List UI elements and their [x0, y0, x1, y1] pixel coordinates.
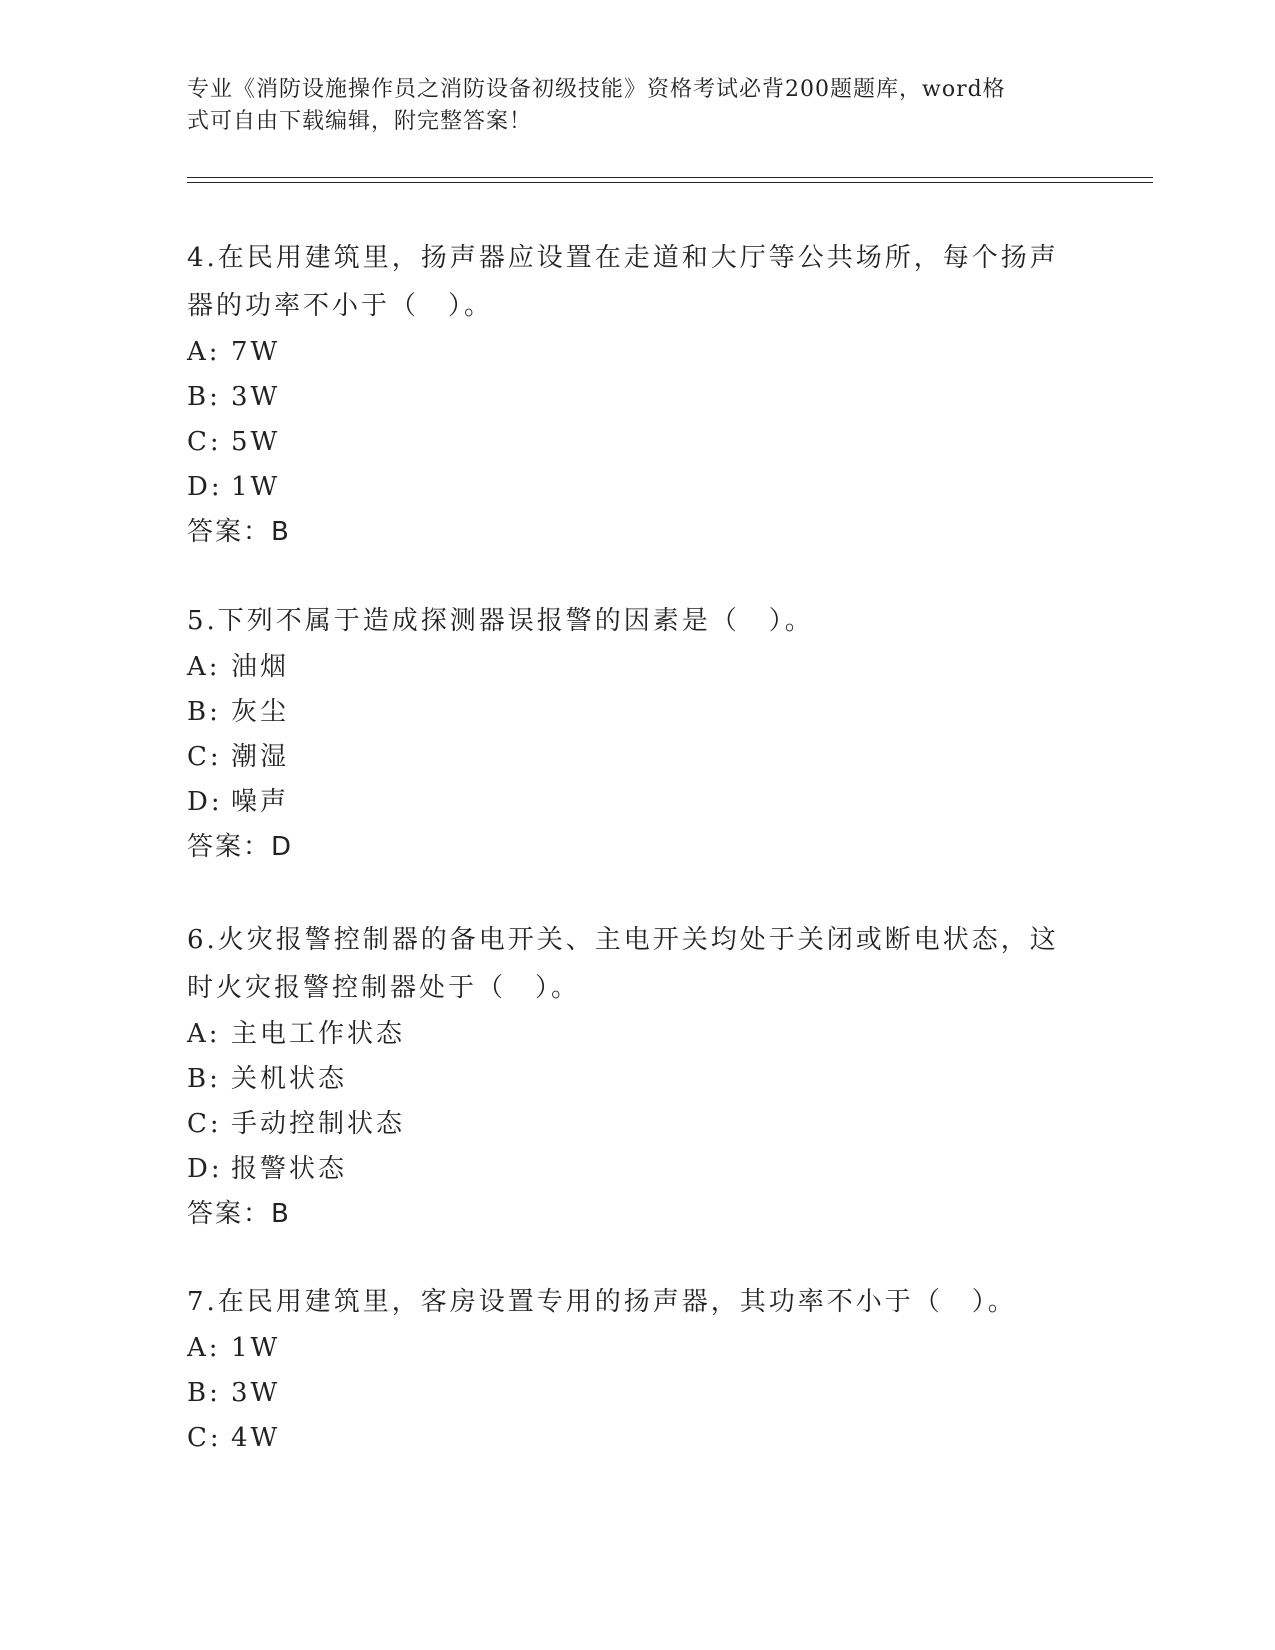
question-text: 6.火灾报警控制器的备电开关、主电开关均处于关闭或断电状态，这时火灾报警控制器处于（ ）。 [187, 925, 1059, 1003]
option-text: 手动控制状态 [231, 1109, 406, 1139]
question-4 [187, 234, 1067, 555]
answer-line: 答案：B [187, 1199, 291, 1229]
header-divider-top [187, 177, 1153, 178]
option-a [187, 1326, 1067, 1371]
option-letter: B: [187, 1378, 221, 1408]
question-text: 7.在民用建筑里，客房设置专用的扬声器，其功率不小于（ ）。 [187, 1287, 1017, 1317]
option-text: 3W [231, 382, 281, 412]
option-letter: B: [187, 382, 221, 412]
option-text: 4W [231, 1423, 281, 1453]
option-a [187, 645, 1067, 690]
option-letter: C: [187, 1109, 222, 1139]
option-letter: A: [187, 1333, 221, 1363]
option-a [187, 1012, 1067, 1057]
header-line-2: 式可自由下载编辑，附完整答案！ [187, 109, 533, 134]
question-text: 4.在民用建筑里，扬声器应设置在走道和大厅等公共场所，每个扬声器的功率不小于（ ）。 [187, 243, 1059, 321]
option-c [187, 420, 1067, 465]
option-b [187, 690, 1067, 735]
option-a [187, 330, 1067, 375]
option-letter: B: [187, 1064, 221, 1094]
option-c [187, 735, 1067, 780]
question-5 [187, 597, 1067, 870]
option-text: 灰尘 [231, 697, 290, 727]
option-letter: B: [187, 697, 221, 727]
option-text: 潮湿 [231, 742, 290, 772]
document-header [187, 74, 1067, 138]
option-text: 1W [231, 1333, 281, 1363]
question-7 [187, 1278, 1067, 1461]
header-divider-bottom [187, 182, 1153, 183]
option-letter: D: [187, 1154, 223, 1184]
option-d [187, 780, 1067, 825]
option-b [187, 375, 1067, 420]
option-text: 油烟 [231, 652, 290, 682]
option-letter: D: [187, 787, 223, 817]
option-letter: A: [187, 337, 221, 367]
option-d [187, 465, 1067, 510]
header-line-1: 专业《消防设施操作员之消防设备初级技能》资格考试必背200题题库，word格 [187, 77, 1006, 102]
answer-line: 答案：D [187, 832, 294, 862]
option-letter: C: [187, 1423, 222, 1453]
option-text: 关机状态 [231, 1064, 348, 1094]
option-c [187, 1102, 1067, 1147]
question-text: 5.下列不属于造成探测器误报警的因素是（ ）。 [187, 606, 814, 636]
option-letter: A: [187, 652, 221, 682]
option-text: 噪声 [231, 787, 290, 817]
answer-line: 答案：B [187, 517, 291, 547]
option-b [187, 1057, 1067, 1102]
option-text: 主电工作状态 [231, 1019, 406, 1049]
option-text: 1W [231, 472, 281, 502]
option-c [187, 1416, 1067, 1461]
question-6 [187, 916, 1067, 1237]
option-letter: C: [187, 427, 222, 457]
option-d [187, 1147, 1067, 1192]
option-letter: A: [187, 1019, 221, 1049]
option-text: 3W [231, 1378, 281, 1408]
option-letter: D: [187, 472, 223, 502]
option-b [187, 1371, 1067, 1416]
option-letter: C: [187, 742, 222, 772]
option-text: 5W [231, 427, 281, 457]
option-text: 报警状态 [231, 1154, 348, 1184]
option-text: 7W [231, 337, 281, 367]
